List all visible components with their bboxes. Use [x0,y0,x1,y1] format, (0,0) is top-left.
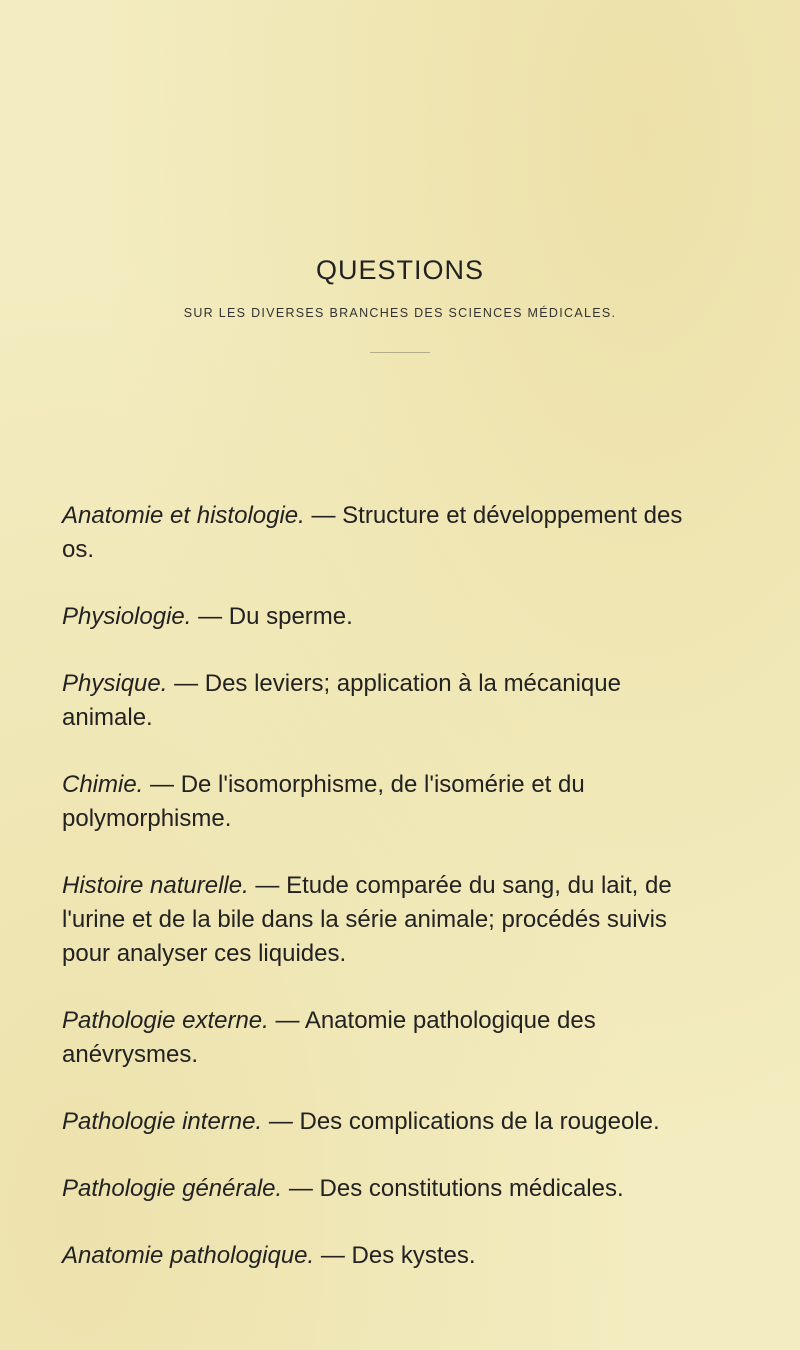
page-subtitle: SUR LES DIVERSES BRANCHES DES SCIENCES MÉDICALES. [183,306,617,320]
entry-subject: Histoire naturelle. [62,872,249,899]
entry-separator: — [174,670,199,697]
question-histoire-naturelle [62,869,712,971]
entry-subject: Chimie. [62,771,144,798]
entry-separator: — [268,1108,293,1135]
entry-text: Des complications de la rougeole. [299,1108,660,1135]
question-pathologie-interne [62,1105,712,1139]
entry-text: Structure et développement des os. [62,502,683,563]
entry-text: De l'isomorphisme, de l'isomérie et du polymorphisme. [62,771,585,832]
divider [370,352,430,353]
question-anatomie-histologie [62,499,712,567]
entry-subject: Physiologie. [62,603,192,630]
entry-text: Etude comparée du sang, du lait, de l'urine et de la bile dans la série animale; procédés suivis pour analyser ces liquides. [62,872,672,967]
entry-separator: — [311,502,336,529]
entry-separator: — [255,872,280,899]
question-list [62,475,712,1306]
page-title: QUESTIONS [315,255,485,285]
entry-subject: Pathologie externe. [62,1007,269,1034]
entry-separator: — [198,603,223,630]
question-chimie [62,768,712,836]
entry-text: Des constitutions médicales. [319,1175,624,1202]
entry-subject: Physique. [62,670,168,697]
entry-subject: Pathologie générale. [62,1175,283,1202]
entry-separator: — [150,771,175,798]
question-physiologie [62,600,712,634]
question-physique [62,667,712,735]
question-pathologie-generale [62,1172,712,1206]
entry-separator: — [288,1175,313,1202]
question-pathologie-externe [62,1004,712,1072]
entry-text: Des kystes. [351,1242,476,1269]
question-anatomie-pathologique [62,1239,712,1273]
entry-subject: Anatomie pathologique. [62,1242,315,1269]
entry-separator: — [320,1242,345,1269]
entry-text: Anatomie pathologique des anévrysmes. [62,1007,596,1068]
entry-subject: Pathologie interne. [62,1108,263,1135]
entry-text: Du sperme. [228,603,353,630]
entry-subject: Anatomie et histologie. [62,502,305,529]
entry-separator: — [275,1007,300,1034]
entry-text: Des leviers; application à la mécanique animale. [62,670,621,731]
